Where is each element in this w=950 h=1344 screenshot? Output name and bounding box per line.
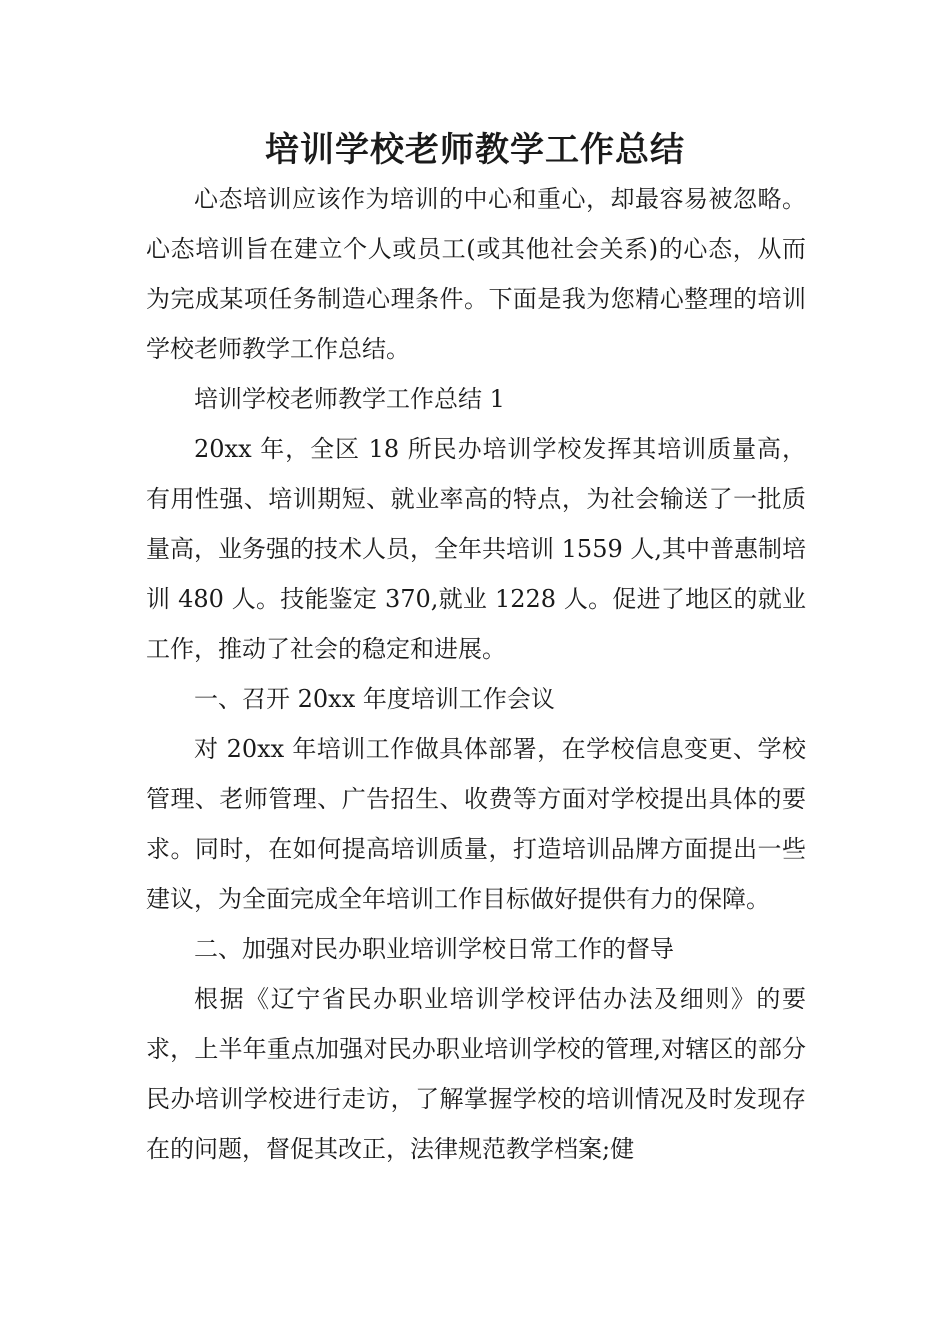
section-heading-meeting: 一、召开 20xx 年度培训工作会议 (194, 685, 555, 713)
document-body (146, 174, 806, 1174)
paragraph-meeting: 对 20xx 年培训工作做具体部署，在学校信息变更、学校管理、老师管理、广告招生、收费等方面对学校提出具体的要求。同时，在如何提高培训质量，打造培训品牌方面提出一些建议，为全面完成全年培训工作目标做好提供有力的保障。 (146, 735, 806, 913)
paragraph-summary: 20xx 年，全区 18 所民办培训学校发挥其培训质量高，有用性强、培训期短、就业率高的特点，为社会输送了一批质量高，业务强的技术人员，全年共培训 1559 人,其中普惠制培训 480 人。技能鉴定 370,就业 1228 人。促进了地区的就业工作，推动了社会的稳定和进展。 (146, 435, 806, 663)
section-heading-supervision: 二、加强对民办职业培训学校日常工作的督导 (194, 935, 674, 963)
section-heading-1: 培训学校老师教学工作总结 1 (194, 385, 505, 413)
paragraph-supervision: 根据《辽宁省民办职业培训学校评估办法及细则》的要求，上半年重点加强对民办职业培训学校的管理,对辖区的部分民办培训学校进行走访，了解掌握学校的培训情况及时发现存在的问题，督促其改正，法律规范教学档案;健 (146, 985, 806, 1163)
document-title: 培训学校老师教学工作总结 (265, 130, 685, 170)
paragraph-intro: 心态培训应该作为培训的中心和重心，却最容易被忽略。心态培训旨在建立个人或员工(或其他社会关系)的心态，从而为完成某项任务制造心理条件。下面是我为您精心整理的培训学校老师教学工作总结。 (146, 185, 806, 363)
